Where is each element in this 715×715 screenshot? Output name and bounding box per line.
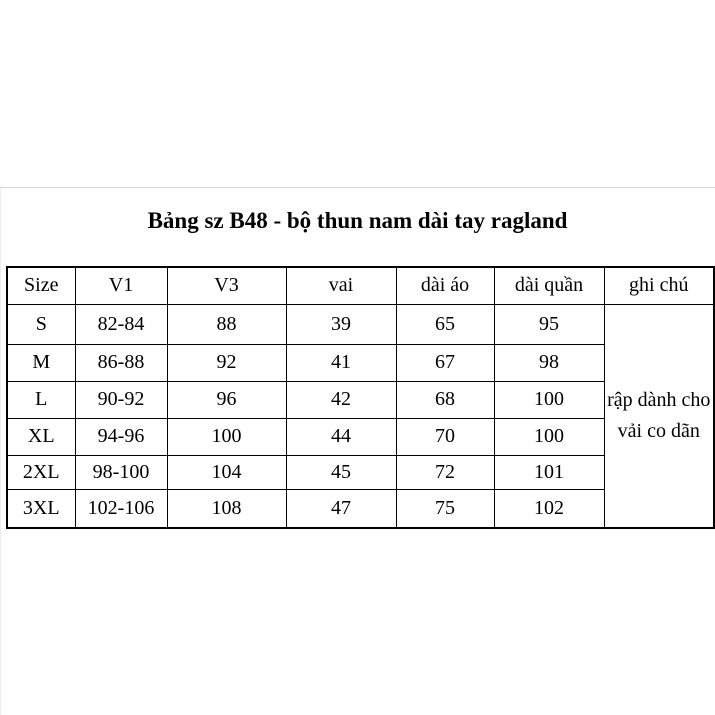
dai-quan-cell: 98 [494, 344, 604, 381]
v3-cell: 92 [167, 344, 286, 381]
note-cell: rập dành cho vải co dãn [604, 304, 714, 528]
size-chart-table [6, 266, 715, 529]
size-cell: M [7, 344, 75, 381]
v1-cell: 98-100 [75, 455, 167, 489]
page-title: Bảng sz B48 - bộ thun nam dài tay ragland [147, 208, 568, 233]
column-header-dai-quan: dài quần [494, 267, 604, 304]
vai-cell: 45 [286, 455, 396, 489]
v3-cell: 108 [167, 489, 286, 528]
column-header-vai: vai [286, 267, 396, 304]
size-cell: S [7, 304, 75, 344]
column-header-dai-ao: dài áo [396, 267, 494, 304]
v3-cell: 100 [167, 418, 286, 455]
dai-ao-cell: 72 [396, 455, 494, 489]
dai-quan-cell: 101 [494, 455, 604, 489]
dai-quan-cell: 102 [494, 489, 604, 528]
v1-cell: 102-106 [75, 489, 167, 528]
v1-cell: 94-96 [75, 418, 167, 455]
column-header-v3: V3 [167, 267, 286, 304]
dai-ao-cell: 65 [396, 304, 494, 344]
header-row [7, 267, 714, 304]
v1-cell: 86-88 [75, 344, 167, 381]
size-cell: XL [7, 418, 75, 455]
v3-cell: 88 [167, 304, 286, 344]
v3-cell: 96 [167, 381, 286, 418]
vai-cell: 42 [286, 381, 396, 418]
vai-cell: 41 [286, 344, 396, 381]
vai-cell: 47 [286, 489, 396, 528]
table-row [7, 304, 714, 344]
vai-cell: 39 [286, 304, 396, 344]
dai-quan-cell: 95 [494, 304, 604, 344]
vai-cell: 44 [286, 418, 396, 455]
v1-cell: 82-84 [75, 304, 167, 344]
dai-ao-cell: 68 [396, 381, 494, 418]
dai-ao-cell: 67 [396, 344, 494, 381]
v1-cell: 90-92 [75, 381, 167, 418]
column-header-ghi-chu: ghi chú [604, 267, 714, 304]
dai-quan-cell: 100 [494, 418, 604, 455]
column-header-v1: V1 [75, 267, 167, 304]
size-cell: 2XL [7, 455, 75, 489]
column-header-size: Size [7, 267, 75, 304]
v3-cell: 104 [167, 455, 286, 489]
size-cell: 3XL [7, 489, 75, 528]
dai-ao-cell: 75 [396, 489, 494, 528]
dai-ao-cell: 70 [396, 418, 494, 455]
dai-quan-cell: 100 [494, 381, 604, 418]
size-cell: L [7, 381, 75, 418]
